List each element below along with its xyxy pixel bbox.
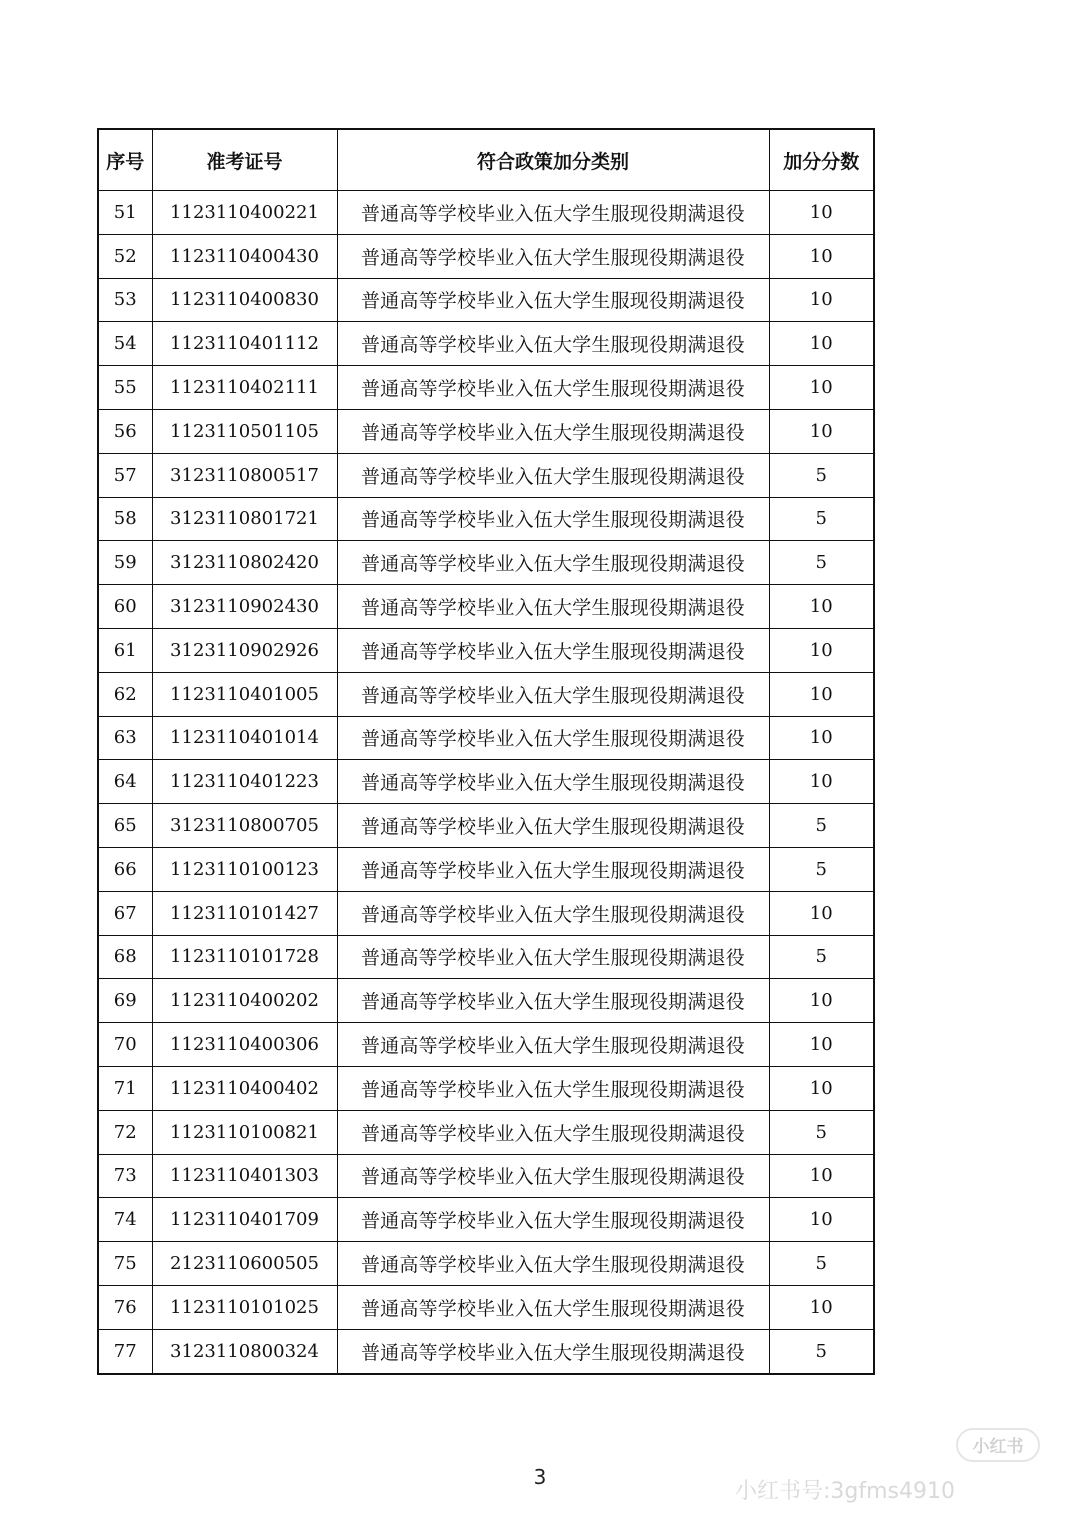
cell-score: 10 (769, 585, 874, 629)
header-category: 符合政策加分类别 (337, 129, 769, 191)
cell-exam-id: 1123110402111 (152, 366, 337, 410)
table-header-row (98, 129, 874, 191)
table-row (98, 585, 874, 629)
cell-seq: 56 (98, 409, 152, 453)
cell-seq: 74 (98, 1198, 152, 1242)
cell-seq: 75 (98, 1242, 152, 1286)
watermark-id: 小红书号:3gfms4910 (735, 1479, 956, 1504)
cell-exam-id: 1123110101427 (152, 891, 337, 935)
cell-seq: 76 (98, 1285, 152, 1329)
bonus-points-table (97, 128, 875, 1375)
table-row (98, 891, 874, 935)
cell-seq: 65 (98, 804, 152, 848)
cell-exam-id: 3123110802420 (152, 541, 337, 585)
cell-exam-id: 1123110400306 (152, 1023, 337, 1067)
cell-category: 普通高等学校毕业入伍大学生服现役期满退役 (337, 760, 769, 804)
cell-seq: 62 (98, 672, 152, 716)
cell-category: 普通高等学校毕业入伍大学生服现役期满退役 (337, 1285, 769, 1329)
table-row (98, 1066, 874, 1110)
cell-category: 普通高等学校毕业入伍大学生服现役期满退役 (337, 891, 769, 935)
cell-exam-id: 1123110501105 (152, 409, 337, 453)
cell-category: 普通高等学校毕业入伍大学生服现役期满退役 (337, 585, 769, 629)
cell-category: 普通高等学校毕业入伍大学生服现役期满退役 (337, 234, 769, 278)
cell-exam-id: 1123110100821 (152, 1110, 337, 1154)
cell-category: 普通高等学校毕业入伍大学生服现役期满退役 (337, 1066, 769, 1110)
cell-exam-id: 1123110100123 (152, 847, 337, 891)
cell-exam-id: 1123110400402 (152, 1066, 337, 1110)
cell-exam-id: 3123110800517 (152, 453, 337, 497)
cell-exam-id: 1123110400202 (152, 979, 337, 1023)
cell-category: 普通高等学校毕业入伍大学生服现役期满退役 (337, 979, 769, 1023)
cell-category: 普通高等学校毕业入伍大学生服现役期满退役 (337, 322, 769, 366)
cell-score: 10 (769, 1154, 874, 1198)
table-row (98, 322, 874, 366)
table-row (98, 1242, 874, 1286)
cell-seq: 67 (98, 891, 152, 935)
cell-score: 10 (769, 979, 874, 1023)
cell-score: 5 (769, 804, 874, 848)
cell-exam-id: 1123110401709 (152, 1198, 337, 1242)
cell-seq: 57 (98, 453, 152, 497)
cell-seq: 66 (98, 847, 152, 891)
cell-seq: 69 (98, 979, 152, 1023)
table-row (98, 760, 874, 804)
cell-exam-id: 1123110101025 (152, 1285, 337, 1329)
page-number: 3 (533, 1465, 547, 1489)
cell-score: 10 (769, 322, 874, 366)
cell-score: 10 (769, 891, 874, 935)
cell-category: 普通高等学校毕业入伍大学生服现役期满退役 (337, 366, 769, 410)
table-row (98, 672, 874, 716)
table-row (98, 1198, 874, 1242)
cell-seq: 61 (98, 628, 152, 672)
table-row (98, 409, 874, 453)
cell-seq: 54 (98, 322, 152, 366)
cell-category: 普通高等学校毕业入伍大学生服现役期满退役 (337, 1023, 769, 1067)
table-row (98, 234, 874, 278)
cell-exam-id: 1123110401112 (152, 322, 337, 366)
cell-score: 10 (769, 716, 874, 760)
table-row (98, 716, 874, 760)
table-row (98, 804, 874, 848)
cell-category: 普通高等学校毕业入伍大学生服现役期满退役 (337, 847, 769, 891)
cell-seq: 68 (98, 935, 152, 979)
cell-exam-id: 1123110101728 (152, 935, 337, 979)
cell-category: 普通高等学校毕业入伍大学生服现役期满退役 (337, 1242, 769, 1286)
header-exam-id: 准考证号 (152, 129, 337, 191)
cell-category: 普通高等学校毕业入伍大学生服现役期满退役 (337, 935, 769, 979)
table-row (98, 935, 874, 979)
cell-score: 5 (769, 935, 874, 979)
cell-score: 10 (769, 278, 874, 322)
table-row (98, 1110, 874, 1154)
cell-category: 普通高等学校毕业入伍大学生服现役期满退役 (337, 497, 769, 541)
table-row (98, 847, 874, 891)
table-row (98, 366, 874, 410)
cell-score: 10 (769, 234, 874, 278)
cell-seq: 71 (98, 1066, 152, 1110)
cell-exam-id: 1123110400830 (152, 278, 337, 322)
cell-score: 10 (769, 628, 874, 672)
cell-exam-id: 1123110401005 (152, 672, 337, 716)
cell-seq: 60 (98, 585, 152, 629)
cell-category: 普通高等学校毕业入伍大学生服现役期满退役 (337, 409, 769, 453)
cell-seq: 73 (98, 1154, 152, 1198)
cell-seq: 72 (98, 1110, 152, 1154)
table-row (98, 979, 874, 1023)
cell-exam-id: 1123110401303 (152, 1154, 337, 1198)
cell-seq: 63 (98, 716, 152, 760)
cell-category: 普通高等学校毕业入伍大学生服现役期满退役 (337, 672, 769, 716)
table-row (98, 1154, 874, 1198)
cell-exam-id: 1123110400221 (152, 191, 337, 235)
cell-score: 5 (769, 1110, 874, 1154)
cell-score: 5 (769, 1329, 874, 1373)
cell-exam-id: 2123110600505 (152, 1242, 337, 1286)
cell-category: 普通高等学校毕业入伍大学生服现役期满退役 (337, 1110, 769, 1154)
cell-score: 10 (769, 1066, 874, 1110)
cell-category: 普通高等学校毕业入伍大学生服现役期满退役 (337, 453, 769, 497)
table-body (98, 191, 874, 1374)
cell-exam-id: 1123110401014 (152, 716, 337, 760)
table-row (98, 628, 874, 672)
table-row (98, 541, 874, 585)
cell-score: 10 (769, 760, 874, 804)
header-score: 加分分数 (769, 129, 874, 191)
cell-score: 10 (769, 672, 874, 716)
cell-exam-id: 3123110800324 (152, 1329, 337, 1373)
cell-category: 普通高等学校毕业入伍大学生服现役期满退役 (337, 278, 769, 322)
table-row (98, 1023, 874, 1067)
cell-seq: 70 (98, 1023, 152, 1067)
table-row (98, 453, 874, 497)
cell-seq: 51 (98, 191, 152, 235)
watermark-badge: 小红书 (956, 1428, 1040, 1462)
table-row (98, 1329, 874, 1373)
table-row (98, 497, 874, 541)
cell-score: 5 (769, 497, 874, 541)
cell-category: 普通高等学校毕业入伍大学生服现役期满退役 (337, 1198, 769, 1242)
table-row (98, 191, 874, 235)
cell-seq: 77 (98, 1329, 152, 1373)
cell-category: 普通高等学校毕业入伍大学生服现役期满退役 (337, 1329, 769, 1373)
cell-score: 5 (769, 541, 874, 585)
cell-exam-id: 3123110801721 (152, 497, 337, 541)
cell-seq: 64 (98, 760, 152, 804)
cell-score: 5 (769, 847, 874, 891)
cell-score: 5 (769, 1242, 874, 1286)
cell-seq: 58 (98, 497, 152, 541)
cell-category: 普通高等学校毕业入伍大学生服现役期满退役 (337, 716, 769, 760)
cell-score: 10 (769, 1023, 874, 1067)
cell-exam-id: 3123110902926 (152, 628, 337, 672)
cell-score: 10 (769, 1285, 874, 1329)
cell-score: 10 (769, 366, 874, 410)
cell-score: 10 (769, 1198, 874, 1242)
cell-seq: 59 (98, 541, 152, 585)
cell-category: 普通高等学校毕业入伍大学生服现役期满退役 (337, 628, 769, 672)
cell-category: 普通高等学校毕业入伍大学生服现役期满退役 (337, 191, 769, 235)
cell-seq: 53 (98, 278, 152, 322)
header-seq: 序号 (98, 129, 152, 191)
cell-category: 普通高等学校毕业入伍大学生服现役期满退役 (337, 541, 769, 585)
cell-category: 普通高等学校毕业入伍大学生服现役期满退役 (337, 1154, 769, 1198)
cell-exam-id: 1123110401223 (152, 760, 337, 804)
table-row (98, 1285, 874, 1329)
cell-seq: 55 (98, 366, 152, 410)
cell-exam-id: 3123110902430 (152, 585, 337, 629)
table-row (98, 278, 874, 322)
cell-category: 普通高等学校毕业入伍大学生服现役期满退役 (337, 804, 769, 848)
cell-score: 10 (769, 191, 874, 235)
cell-score: 5 (769, 453, 874, 497)
cell-seq: 52 (98, 234, 152, 278)
cell-score: 10 (769, 409, 874, 453)
cell-exam-id: 1123110400430 (152, 234, 337, 278)
cell-exam-id: 3123110800705 (152, 804, 337, 848)
